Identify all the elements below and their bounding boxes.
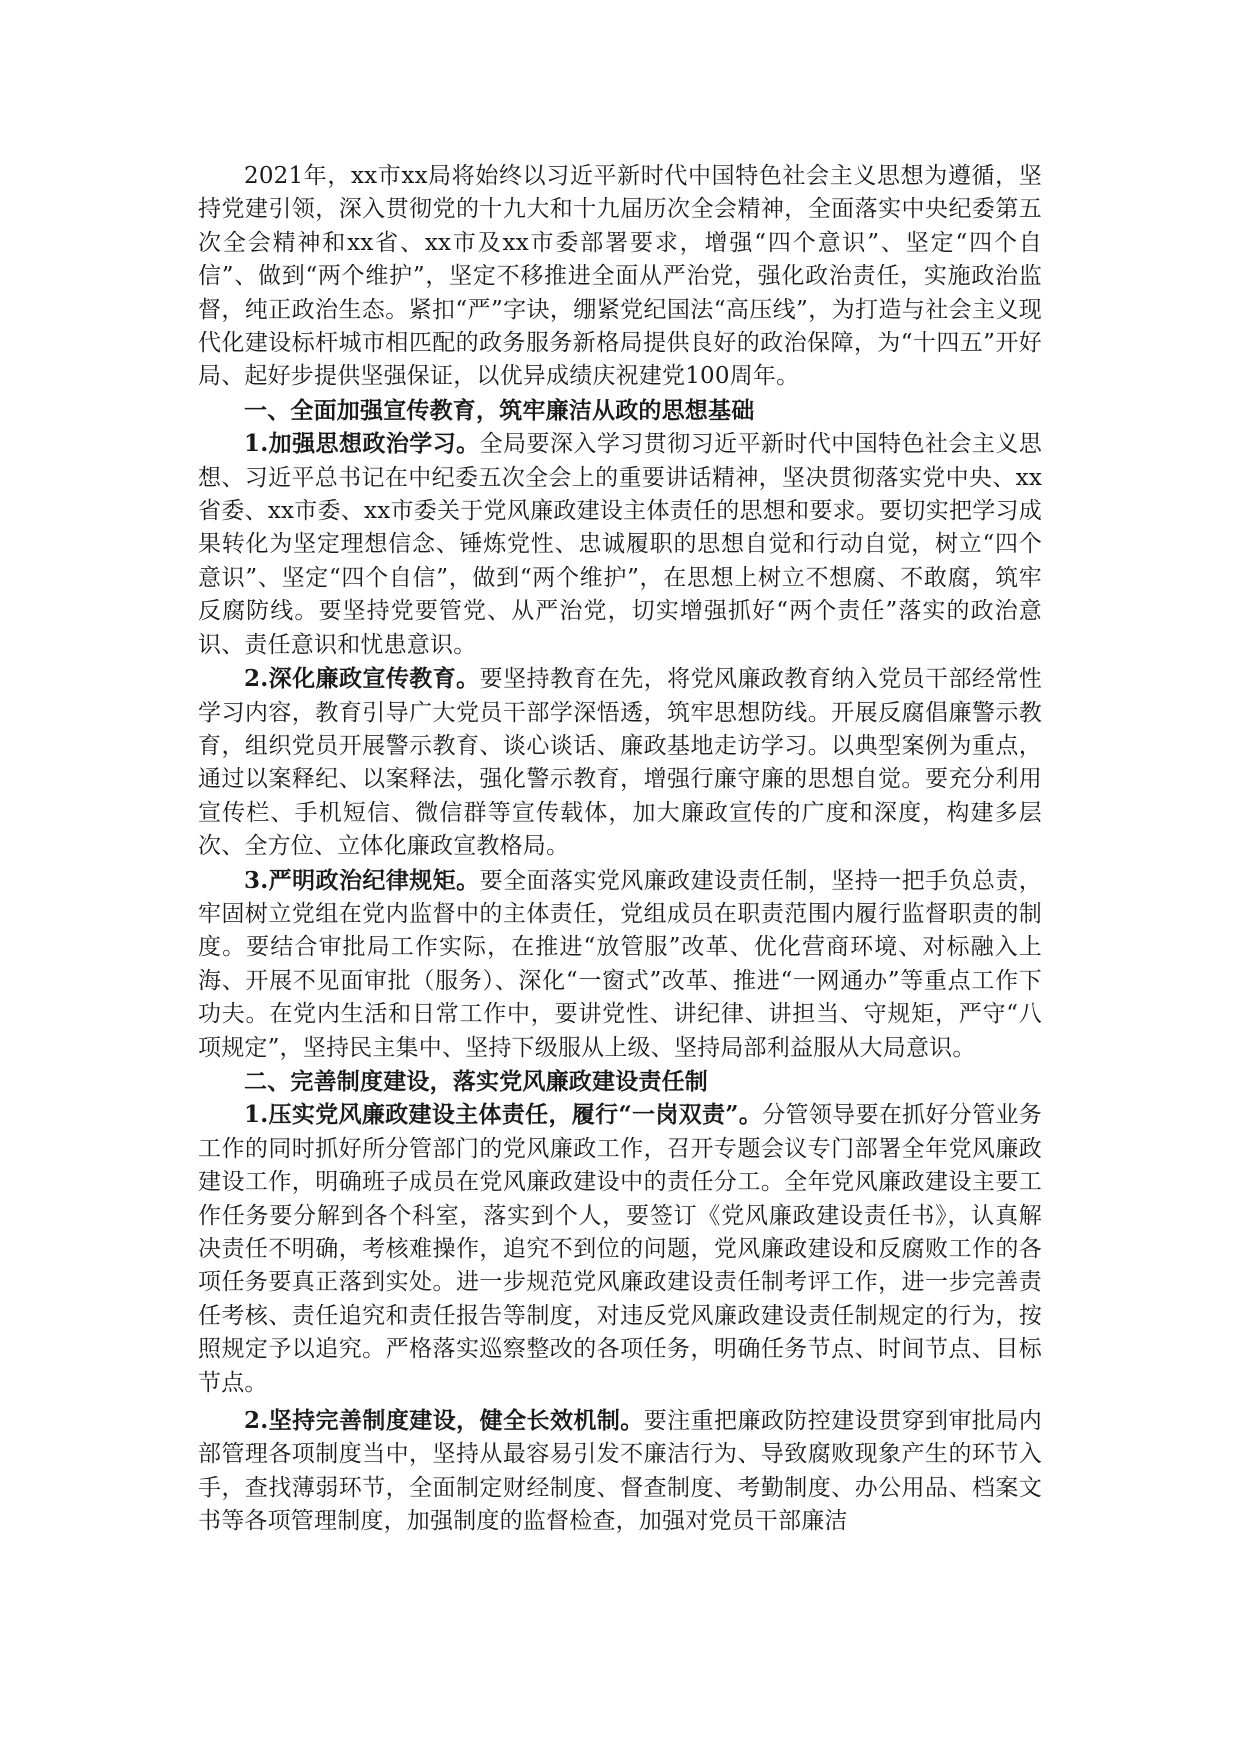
item-text: 要全面落实党风廉政建设责任制，坚持一把手负总责，牢固树立党组在党内监督中的主体责任，党组成员在职责范围内履行监督职责的制度。要结合审批局工作实际，在推进“放管服”改革、优化营商环境、对标融入上海、开展不见面审批（服务）、深化“一窗式”改革、推进“一网通办”等重点工作下功夫。在党内生活和日常工作中，要讲党性、讲纪律、讲担当、守规矩，严守“八项规定”，坚持民主集中、坚持下级服从上级、坚持局部利益服从大局意识。 — [198, 867, 1042, 1061]
item-lead: 1.压实党风廉政建设主体责任，履行“一岗双责”。 — [244, 1101, 763, 1129]
section-heading-1: 一、全面加强宣传教育，筑牢廉洁从政的思想基础 — [244, 396, 755, 424]
section-1-item-1 — [198, 427, 1042, 662]
section-2-item-1 — [198, 1098, 1042, 1400]
item-text: 分管领导要在抓好分管业务工作的同时抓好所分管部门的党风廉政工作，召开专题会议专门部署全年党风廉政建设工作，明确班子成员在党风廉政建设中的责任分工。全年党风廉政建设主要工作任务要分解到各个科室，落实到个人，要签订《党风廉政建设责任书》，认真解决责任不明确，考核难操作，追究不到位的问题，党风廉政建设和反腐败工作的各项任务要真正落到实处。进一步规范党风廉政建设责任制考评工作，进一步完善责任考核、责任追究和责任报告等制度，对违反党风廉政建设责任制规定的行为，按照规定予以追究。严格落实巡察整改的各项任务，明确任务节点、时间节点、目标节点。 — [198, 1102, 1042, 1396]
item-lead: 2.深化廉政宣传教育。 — [244, 665, 480, 693]
section-1-item-3 — [198, 864, 1042, 1065]
intro-paragraph: 2021年，xx市xx局将始终以习近平新时代中国特色社会主义思想为遵循，坚持党建引领，深入贯彻党的十九大和十九届历次全会精神，全面落实中央纪委第五次全会精神和xx省、xx市及xx市委部署要求，增强“四个意识”、坚定“四个自信”、做到“两个维护”，坚定不移推进全面从严治党，强化政治责任，实施政治监督，纯正政治生态。紧扣“严”字诀，绷紧党纪国法“高压线”，为打造与社会主义现代化建设标杆城市相匹配的政务服务新格局提供良好的政治保障，为“十四五”开好局、起好步提供坚强保证，以优异成绩庆祝建党100周年。 — [198, 163, 1042, 390]
item-lead: 1.加强思想政治学习。 — [244, 430, 480, 458]
item-text: 要注重把廉政防控建设贯穿到审批局内部管理各项制度当中，坚持从最容易引发不廉洁行为、导致腐败现象产生的环节入手，查找薄弱环节，全面制定财经制度、督查制度、考勤制度、办公用品、档案文书等各项管理制度，加强制度的监督检查，加强对党员干部廉洁 — [198, 1408, 1042, 1535]
item-lead: 2.坚持完善制度建设，健全长效机制。 — [244, 1407, 644, 1435]
document-body — [198, 160, 1042, 1539]
section-heading-2: 二、完善制度建设，落实党风廉政建设责任制 — [244, 1067, 708, 1095]
item-text: 要坚持教育在先，将党风廉政教育纳入党员干部经常性学习内容，教育引导广大党员干部学深悟透，筑牢思想防线。开展反腐倡廉警示教育，组织党员开展警示教育、谈心谈话、廉政基地走访学习。以典型案例为重点，通过以案释纪、以案释法，强化警示教育，增强行廉守廉的思想自觉。要充分利用宣传栏、手机短信、微信群等宣传载体，加大廉政宣传的广度和深度，构建多层次、全方位、立体化廉政宣教格局。 — [198, 666, 1042, 860]
item-text: 全局要深入学习贯彻习近平新时代中国特色社会主义思想、习近平总书记在中纪委五次全会上的重要讲话精神，坚决贯彻落实党中央、xx省委、xx市委、xx市委关于党风廉政建设主体责任的思想和要求。要切实把学习成果转化为坚定理想信念、锤炼党性、忠诚履职的思想自觉和行动自觉，树立“四个意识”、坚定“四个自信”，做到“两个维护”，在思想上树立不想腐、不敢腐，筑牢反腐防线。要坚持党要管党、从严治党，切实增强抓好“两个责任”落实的政治意识、责任意识和忧患意识。 — [198, 431, 1042, 658]
item-lead: 3.严明政治纪律规矩。 — [244, 866, 480, 894]
section-1-item-2 — [198, 662, 1042, 863]
section-2-item-2 — [198, 1404, 1042, 1539]
